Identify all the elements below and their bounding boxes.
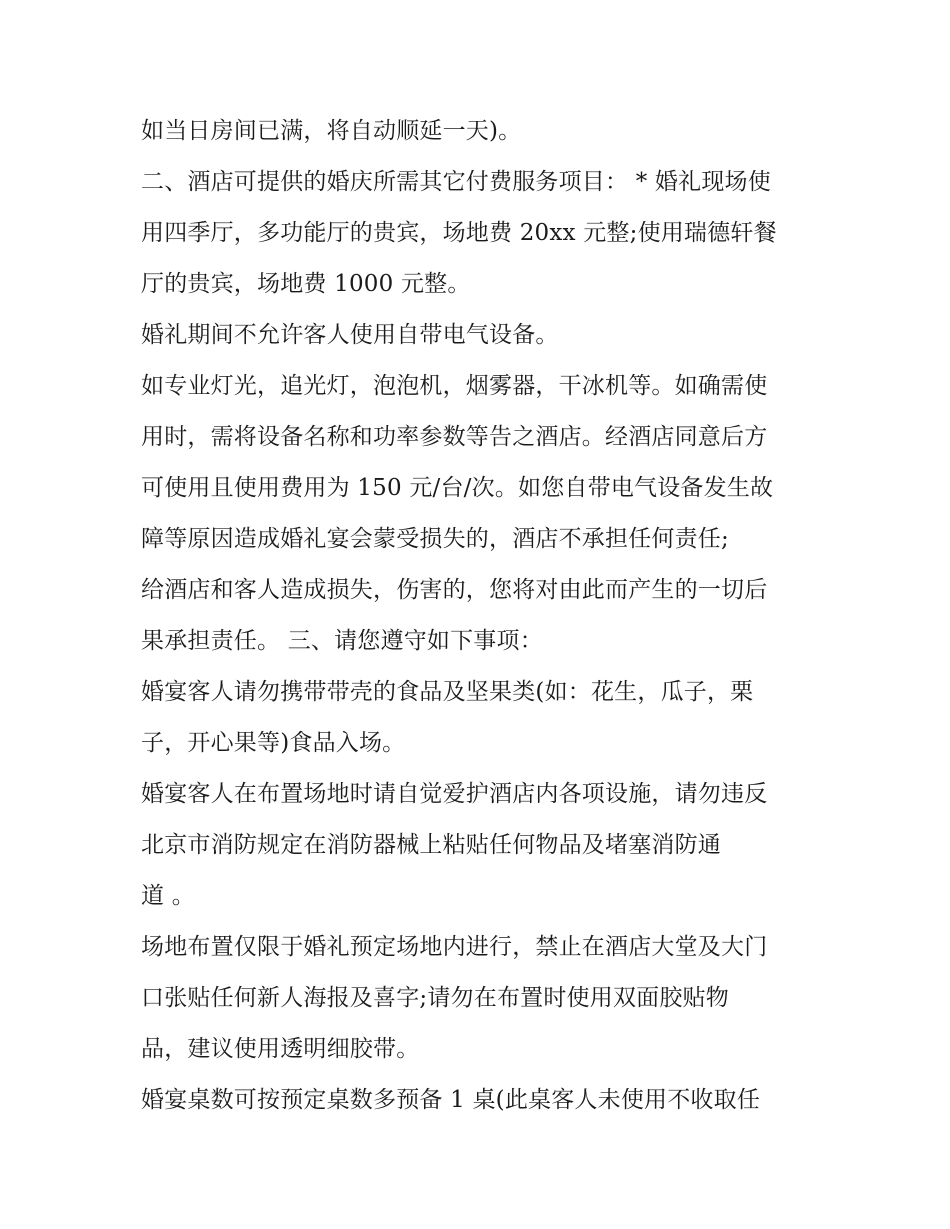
text-line: 子，开心果等)食品入场。 (141, 730, 406, 756)
text-line: 婚宴客人请勿携带带壳的食品及坚果类(如：花生，瓜子，栗 (141, 679, 754, 705)
text-line: 道 。 (141, 883, 195, 909)
text-line: 障等原因造成婚礼宴会蒙受损失的，酒店不承担任何责任; (141, 526, 729, 552)
text-line: 可使用且使用费用为 150 元/台/次。如您自带电气设备发生故 (141, 475, 774, 501)
text-line: 厅的贵宾，场地费 1000 元整。 (141, 271, 471, 297)
text-line: 如当日房间已满，将自动顺延一天)。 (141, 118, 522, 144)
text-line: 果承担责任。 三、请您遵守如下事项： (141, 628, 543, 654)
text-line: 北京市消防规定在消防器械上粘贴任何物品及堵塞消防通 (141, 832, 721, 858)
text-line: 二、酒店可提供的婚庆所需其它付费服务项目： * 婚礼现场使 (141, 169, 771, 195)
text-line: 婚宴客人在布置场地时请自觉爱护酒店内各项设施，请勿违反 (141, 781, 768, 807)
text-line: 用时，需将设备名称和功率参数等告之酒店。经酒店同意后方 (141, 424, 768, 450)
text-line: 如专业灯光，追光灯，泡泡机，烟雾器，干冰机等。如确需使 (141, 373, 768, 399)
text-line: 用四季厅，多功能厅的贵宾，场地费 20xx 元整;使用瑞德轩餐 (141, 220, 777, 246)
text-line: 婚宴桌数可按预定桌数多预备 1 桌(此桌客人未使用不收取任 (141, 1087, 761, 1113)
text-line: 口张贴任何新人海报及喜字;请勿在布置时使用双面胶贴物 (141, 985, 729, 1011)
text-line: 场地布置仅限于婚礼预定场地内进行，禁止在酒店大堂及大门 (141, 934, 768, 960)
text-line: 婚礼期间不允许客人使用自带电气设备。 (141, 322, 559, 348)
text-body (141, 106, 821, 1126)
text-line: 给酒店和客人造成损失，伤害的，您将对由此而产生的一切后 (141, 577, 768, 603)
text-line: 品，建议使用透明细胶带。 (141, 1036, 420, 1062)
